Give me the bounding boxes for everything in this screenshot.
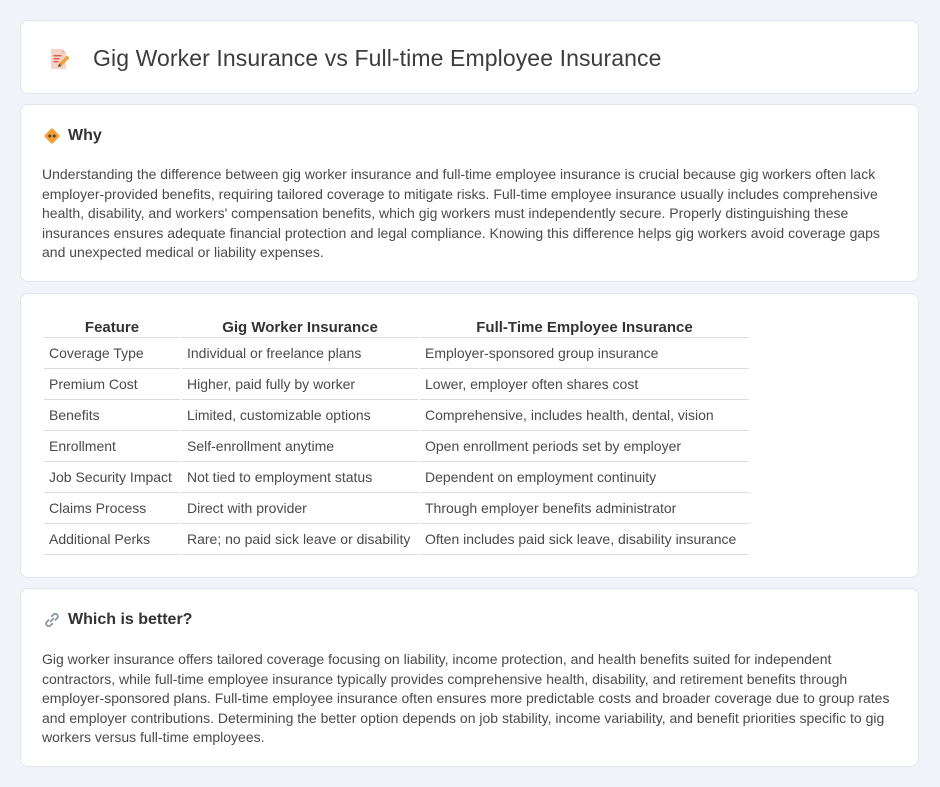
table-cell: Self-enrollment anytime — [182, 431, 418, 462]
better-text: Gig worker insurance offers tailored coverage focusing on liability, income protection, and health benefits suited for independent contractors, while full-time employee insurance typically provides comprehensive health, disability, and retirement benefits through employer-sponsored plans. Full-time employee insurance often ensures more predictable costs and broader coverage due to group rates and employer contributions. Determining the better option depends on job stability, income variability, and benefit priorities specific to gig workers versus full-time employees. — [42, 651, 890, 745]
better-heading: Which is better? — [68, 611, 193, 628]
table-cell: Through employer benefits administrator — [420, 493, 749, 524]
table-cell: Individual or freelance plans — [182, 338, 418, 369]
table-cell: Comprehensive, includes health, dental, vision — [420, 400, 749, 431]
link-icon — [43, 611, 61, 629]
table-cell: Limited, customizable options — [182, 400, 418, 431]
title-card — [20, 20, 919, 94]
diamond-sign-icon — [43, 127, 61, 145]
column-header-gig: Gig Worker Insurance — [182, 317, 418, 338]
table-cell: Often includes paid sick leave, disability insurance — [420, 524, 749, 555]
why-text: Understanding the difference between gig worker insurance and full-time employee insurance is crucial because gig workers often lack employer-provided benefits, requiring tailored coverage to mitigate risks. Full-time employee insurance usually includes comprehensive health, disability, and workers' compensation benefits, which gig workers must independently secure. Properly distinguishing these insurances ensures adequate financial protection and legal compliance. Knowing this difference helps gig workers avoid coverage gaps and unexpected medical or liability expenses. — [42, 166, 880, 260]
which-is-better-section — [20, 588, 919, 767]
table-cell: Not tied to employment status — [182, 462, 418, 493]
better-heading-row — [43, 611, 192, 629]
table-cell: Rare; no paid sick leave or disability — [182, 524, 418, 555]
why-heading-row — [43, 127, 102, 145]
table-row — [44, 493, 749, 524]
table-cell: Claims Process — [44, 493, 180, 524]
table-cell: Dependent on employment continuity — [420, 462, 749, 493]
table-cell: Lower, employer often shares cost — [420, 369, 749, 400]
document-edit-icon — [47, 47, 71, 71]
column-header-feature: Feature — [44, 317, 180, 338]
table-row — [44, 524, 749, 555]
table-cell: Employer-sponsored group insurance — [420, 338, 749, 369]
table-row — [44, 369, 749, 400]
table-cell: Open enrollment periods set by employer — [420, 431, 749, 462]
table-cell: Job Security Impact — [44, 462, 180, 493]
table-cell: Higher, paid fully by worker — [182, 369, 418, 400]
table-row — [44, 462, 749, 493]
table-cell: Coverage Type — [44, 338, 180, 369]
table-header-row — [44, 317, 749, 338]
table-cell: Premium Cost — [44, 369, 180, 400]
table-cell: Direct with provider — [182, 493, 418, 524]
table-cell: Enrollment — [44, 431, 180, 462]
comparison-table — [42, 317, 751, 555]
table-row — [44, 400, 749, 431]
table-cell: Additional Perks — [44, 524, 180, 555]
table-cell: Benefits — [44, 400, 180, 431]
table-row — [44, 431, 749, 462]
page-title: Gig Worker Insurance vs Full-time Employee Insurance — [93, 45, 662, 71]
column-header-fulltime: Full-Time Employee Insurance — [420, 317, 749, 338]
title-row — [47, 45, 662, 72]
comparison-section — [20, 293, 919, 578]
table-row — [44, 338, 749, 369]
why-section — [20, 104, 919, 282]
why-heading: Why — [68, 127, 102, 144]
